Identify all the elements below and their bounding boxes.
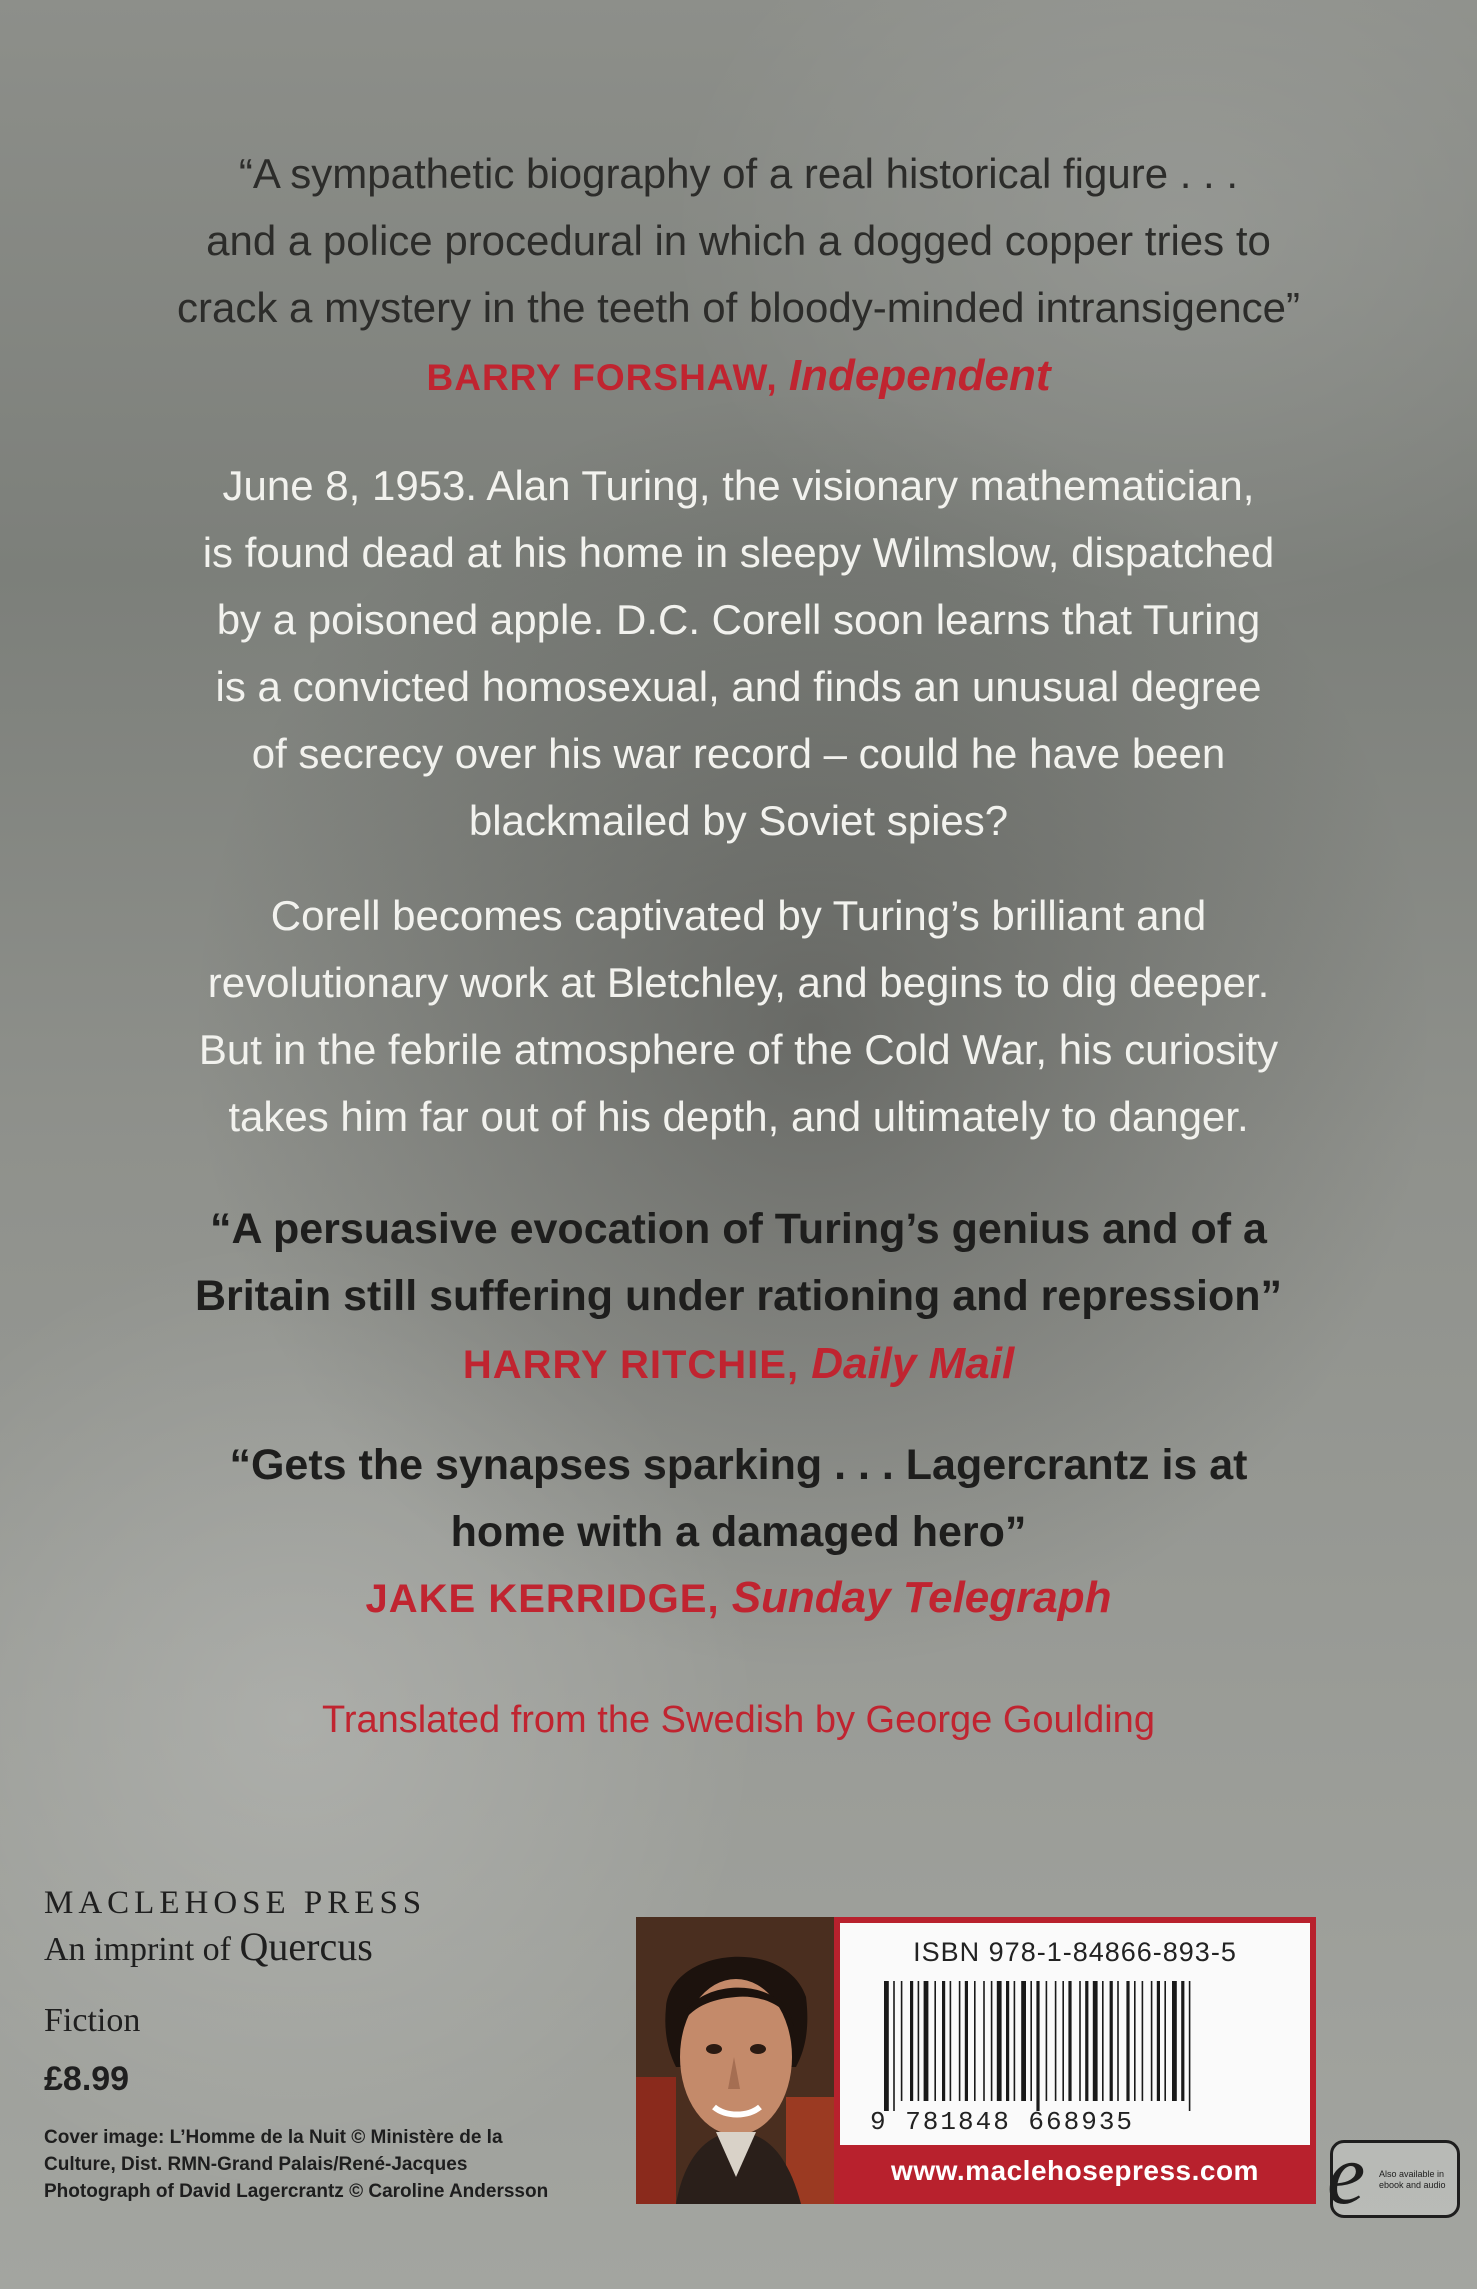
credit-line: Cover image: L’Homme de la Nuit © Ministère de la bbox=[44, 2127, 503, 2148]
imprint-line bbox=[44, 1924, 426, 1973]
synopsis-line: June 8, 1953. Alan Turing, the visionary mathematician, bbox=[222, 462, 1255, 509]
review-quote-forshaw bbox=[0, 140, 1477, 341]
barcode-bar bbox=[983, 1981, 985, 2101]
imprint-prefix: An imprint of bbox=[44, 1931, 231, 1968]
ebook-text: Also available in ebook and audio bbox=[1379, 2169, 1446, 2190]
author-portrait-illustration bbox=[636, 1917, 834, 2204]
barcode-bar bbox=[934, 1981, 936, 2101]
reviewer-name: JAKE KERRIDGE, bbox=[365, 1577, 720, 1621]
quote-line: crack a mystery in the teeth of bloody-minded intransigence” bbox=[177, 284, 1300, 331]
barcode-digits: 9 781848 668935 bbox=[870, 2107, 1135, 2137]
quote-line: “Gets the synapses sparking . . . Lagercrantz is at bbox=[229, 1441, 1248, 1489]
author-photo bbox=[636, 1917, 834, 2204]
barcode-bar bbox=[1021, 1981, 1026, 2101]
barcode-bar bbox=[1142, 1981, 1144, 2101]
barcode-bar bbox=[1014, 1981, 1016, 2101]
quote-line: “A persuasive evocation of Turing’s genius and of a bbox=[210, 1205, 1267, 1253]
publisher-url: www.maclehosepress.com bbox=[891, 2155, 1259, 2186]
barcode-bar bbox=[918, 1981, 920, 2101]
barcode-bar bbox=[1181, 1981, 1184, 2101]
barcode-bar bbox=[1068, 1981, 1071, 2101]
synopsis-line: of secrecy over his war record – could he have been bbox=[251, 730, 1226, 777]
publisher-info bbox=[44, 1882, 426, 2101]
publication-name: Daily Mail bbox=[811, 1339, 1015, 1388]
synopsis-line: is a convicted homosexual, and finds an unusual degree bbox=[215, 663, 1262, 710]
synopsis-line: Corell becomes captivated by Turing’s brilliant and bbox=[270, 892, 1207, 939]
reviewer-name: BARRY FORSHAW, bbox=[426, 357, 778, 398]
barcode-bar bbox=[959, 1981, 961, 2101]
review-quote-ritchie bbox=[0, 1196, 1477, 1330]
quote-line: home with a damaged hero” bbox=[450, 1508, 1027, 1556]
barcode-bar bbox=[950, 1981, 952, 2101]
barcode-icon bbox=[884, 1981, 1266, 2111]
quote-line: Britain still suffering under rationing and repression” bbox=[194, 1272, 1283, 1320]
barcode-bar bbox=[884, 1981, 889, 2111]
synopsis-line: takes him far out of his depth, and ultimately to danger. bbox=[228, 1093, 1249, 1140]
barcode-bar bbox=[974, 1981, 976, 2101]
reviewer-name: HARRY RITCHIE, bbox=[462, 1343, 800, 1387]
barcode-bar bbox=[1036, 1981, 1039, 2111]
synopsis-paragraph-1 bbox=[0, 452, 1477, 854]
barcode-bar bbox=[1055, 1981, 1057, 2101]
barcode-bar bbox=[1062, 1981, 1064, 2101]
barcode-bar bbox=[910, 1981, 913, 2101]
barcode-bar bbox=[1006, 1981, 1009, 2101]
barcode-bar bbox=[1079, 1981, 1081, 2101]
barcode-bar bbox=[1189, 1981, 1191, 2111]
barcode-bar bbox=[997, 1981, 1002, 2101]
barcode-bar bbox=[991, 1981, 993, 2101]
barcode-bar bbox=[965, 1981, 968, 2101]
barcode-bar bbox=[1093, 1981, 1098, 2101]
imprint-name: Quercus bbox=[239, 1924, 373, 1969]
barcode-bar bbox=[1126, 1981, 1129, 2101]
barcode-bar bbox=[1172, 1981, 1177, 2101]
barcode-panel bbox=[834, 1917, 1316, 2204]
image-credits bbox=[44, 2124, 644, 2205]
barcode-bar bbox=[1030, 1981, 1032, 2101]
synopsis-line: But in the febrile atmosphere of the Cold War, his curiosity bbox=[198, 1026, 1279, 1073]
review-quote-kerridge bbox=[0, 1432, 1477, 1566]
price-label: £8.99 bbox=[44, 2060, 130, 2098]
publisher-name: MACLEHOSE PRESS bbox=[44, 1885, 427, 1921]
review-source-ritchie bbox=[0, 1334, 1477, 1395]
barcode-bar bbox=[1046, 1981, 1048, 2101]
barcode-bar bbox=[1151, 1981, 1153, 2101]
ebook-logo bbox=[1327, 2126, 1460, 2222]
synopsis-line: revolutionary work at Bletchley, and begins to dig deeper. bbox=[207, 959, 1270, 1006]
barcode-bar bbox=[1157, 1981, 1160, 2101]
publication-name: Sunday Telegraph bbox=[731, 1573, 1112, 1622]
isbn-text: ISBN 978-1-84866-893-5 bbox=[913, 1937, 1237, 1967]
credit-line: Culture, Dist. RMN-Grand Palais/René-Jacques bbox=[44, 2154, 468, 2175]
genre-label: Fiction bbox=[44, 2002, 141, 2039]
barcode-bar bbox=[901, 1981, 903, 2101]
synopsis-line: by a poisoned apple. D.C. Corell soon learns that Turing bbox=[216, 596, 1261, 643]
barcode-bar bbox=[942, 1981, 945, 2101]
barcode-bar bbox=[1085, 1981, 1088, 2101]
barcode-bar bbox=[893, 1981, 895, 2111]
barcode-bar bbox=[1102, 1981, 1104, 2101]
synopsis-line: blackmailed by Soviet spies? bbox=[468, 797, 1009, 844]
barcode-bar bbox=[1110, 1981, 1113, 2101]
quote-line: and a police procedural in which a dogged copper tries to bbox=[206, 217, 1271, 264]
barcode-bar bbox=[1164, 1981, 1166, 2101]
barcode-bar bbox=[924, 1981, 929, 2101]
publication-name: Independent bbox=[788, 351, 1051, 400]
synopsis-line: is found dead at his home in sleepy Wilmslow, dispatched bbox=[202, 529, 1275, 576]
credit-line: Photograph of David Lagercrantz © Caroline Andersson bbox=[44, 2181, 549, 2202]
ebook-letter: e bbox=[1327, 2126, 1366, 2222]
barcode-bar bbox=[1134, 1981, 1136, 2101]
barcode-bar bbox=[1117, 1981, 1119, 2101]
barcode-area bbox=[840, 1923, 1310, 2145]
translator-credit: Translated from the Swedish by George Goulding bbox=[322, 1699, 1155, 1741]
quote-line: “A sympathetic biography of a real historical figure . . . bbox=[238, 150, 1239, 197]
synopsis-paragraph-2 bbox=[0, 882, 1477, 1150]
review-source-kerridge bbox=[0, 1568, 1477, 1629]
review-source-forshaw bbox=[0, 346, 1477, 408]
